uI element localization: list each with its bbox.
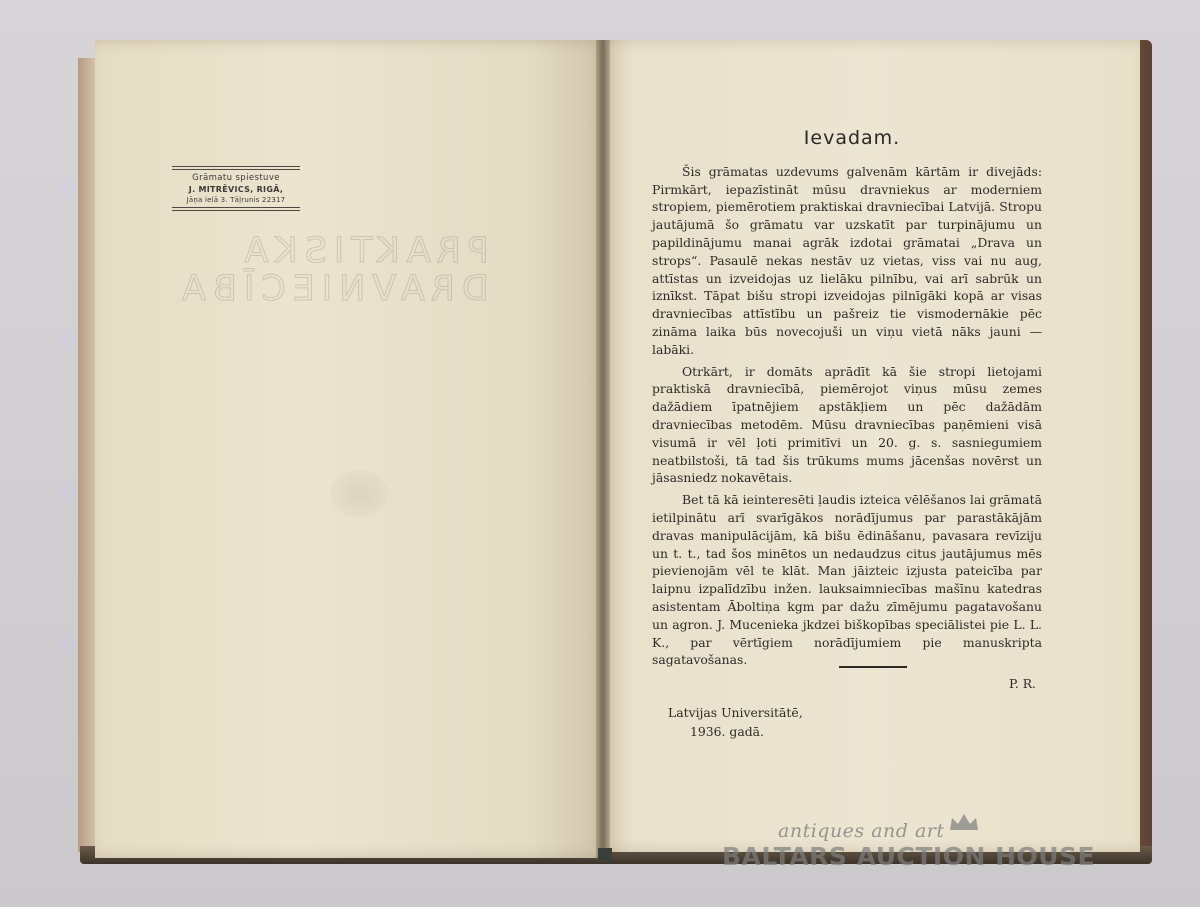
- stamp-rule-bottom: [172, 207, 300, 211]
- date: 1936. gadā.: [690, 723, 764, 739]
- page-heading: Ievadam.: [803, 127, 901, 149]
- stamp-address: Jāņa ielā 3. Tāļrunis 22317: [186, 196, 286, 204]
- watermark-script: antiques and art: [778, 820, 945, 842]
- crown-icon: [948, 812, 980, 832]
- place: Latvijas Universitātē,: [668, 704, 803, 720]
- stamp-printer-name: J. MITRĒVICS, RIGĀ,: [188, 185, 284, 194]
- watermark-house-name: BALTARS AUCTION HOUSE: [722, 842, 1096, 871]
- author-initials: P. R.: [1009, 676, 1036, 692]
- paragraph-2: Otrkārt, ir domāts aprādīt kā šie stropi lietojami praktiskā dravniecībā, piemērojot viņus mūsu zemes dažādiem īpatnējiem apstākļiem un pēc dažādām dravniecības metodēm. Mūsu dravniecības paņēmieni visā visumā ir vēl ļoti primitīvi un 20. g. s. sasniegumiem neatbilstoši, tā tad šis trūkums mums jācenšas novērst un jāsasniedz nokavētais.: [652, 363, 1042, 486]
- spine-bottom: [598, 848, 612, 862]
- book-gutter: [596, 40, 610, 860]
- left-page: [95, 40, 607, 858]
- paragraph-3: Bet tā kā ieinteresēti ļaudis izteica vēlēšanos lai grāmatā ietilpinātu arī svarīgākos norādījumus par parastākājām dravas manipulācijām, kā bišu ēdināšanu, pavasara revīziju un t. t., tad šos minētos un nedaudzus citus jautājumus mēs pievienojām vēl te klāt. Man jāizteic izjusta pateicība par laipnu izpalīdzību inžen. lauksaimniecības mašīnu katedras asistentam Āboltiņa kgm par dažu zīmējumu pagatavošanu un agron. J. Mucenieka jkdzei biškopības speciālistei pie L. L. K., par vērtīgiem norādījumiem pie manuskripta sagatavošanas.: [652, 492, 1042, 668]
- stamp-rule-top: [172, 166, 300, 170]
- preface-text: [652, 127, 1042, 741]
- show-through-title: [175, 232, 489, 308]
- show-through-emblem: [330, 470, 388, 518]
- stamp-printer-label: Grāmatu spiestuve: [192, 173, 280, 183]
- printer-stamp: [172, 166, 300, 226]
- show-through-line-1: PRAKTISKA: [237, 231, 489, 271]
- show-through-line-2: DRAVNIECĪBA: [175, 269, 489, 309]
- place-date: [668, 703, 1042, 741]
- closing-rule: [839, 666, 907, 668]
- paragraph-1: Šis grāmatas uzdevums galvenām kārtām ir divejāds: Pirmkārt, iepazīstināt mūsu dravniekus ar moderniem stropiem, piemērotiem praktiskai dravniecībai Latvijā. Stropu jautājumā šo grāmatu var uzskatīt par turpinājumu un papildinājumu manai agrāk izdotai grāmatai „Drava un strops“. Pasaulē nekas nestāv uz vietas, viss vai nu aug, attīstas un izveidojas uz lielāku pilnību, vai arī sabrūk un iznīkst. Tāpat bišu stropi izveidojas pilnīgāki kopā ar visas dravniecības attīstību un pašreiz tie vismodernākie pēc zināma laika būs novecojuši un viņu vietā nāks jauni — labāki.: [652, 163, 1042, 357]
